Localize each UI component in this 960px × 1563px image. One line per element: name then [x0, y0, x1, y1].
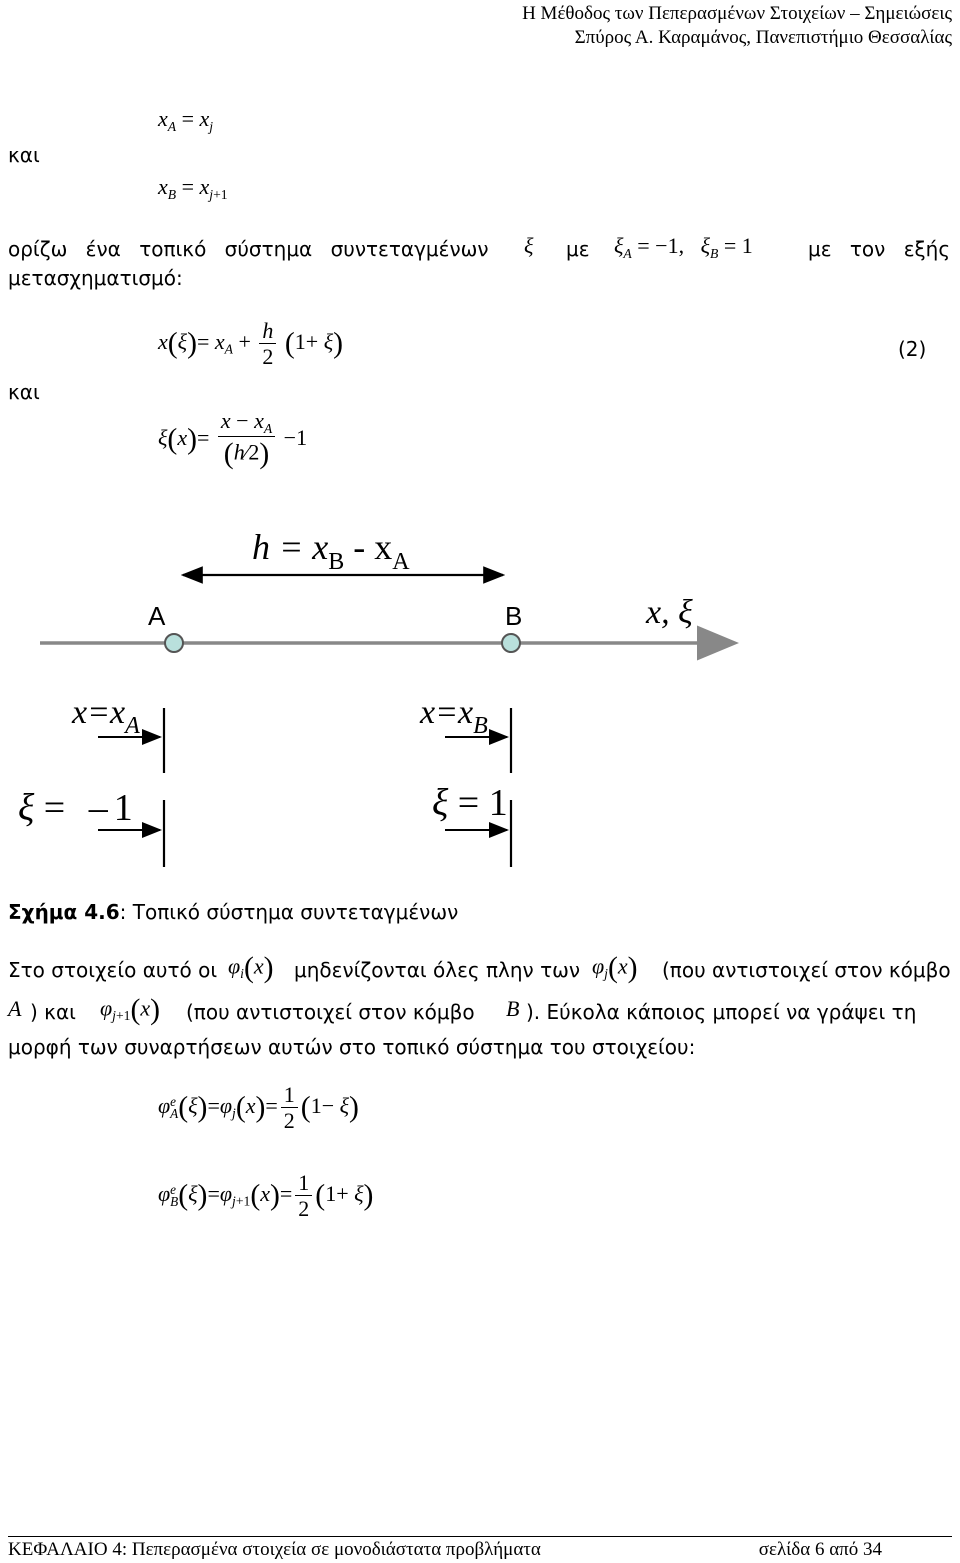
para2-text-f: ). Εύκολα κάποιος μπορεί να γράψει τη	[526, 1000, 917, 1024]
node-B-label: B	[505, 601, 523, 631]
header-line-1: Η Μέθοδος των Πεπερασμένων Στοιχείων – Σημειώσεις	[522, 3, 952, 24]
footer-rule	[8, 1536, 952, 1537]
para1-me-1: με	[566, 237, 590, 261]
node-A-circle	[165, 634, 183, 652]
caption-bold: Σχήμα 4.6	[8, 900, 120, 924]
node-A-label: A	[148, 601, 166, 631]
h-label-text: h = x	[252, 527, 329, 567]
xA-label-text: x=x	[72, 694, 126, 731]
axis-label: x, ξ	[646, 594, 693, 631]
xB-label-text: x=x	[420, 694, 474, 731]
equation-phiB: φ e B $(\xi)=\varphi_{j+1}(x)=$ $\frac{1}{2}$ (1+ ξ)	[158, 1170, 374, 1222]
equation-x-of-xi: $x(\xi)= x_A$ + $\frac{h}{2}$ (1+ ξ)	[158, 318, 344, 370]
equation-number: (2)	[898, 337, 927, 361]
equation-xB-xj1: $x_B = x_{j+1}$	[158, 174, 228, 202]
header-line-2: Σπύρος Α. Καραμάνος, Πανεπιστήμιο Θεσσαλίας	[574, 27, 952, 48]
symbol-phi-i: $\varphi_i(x)$	[228, 952, 274, 984]
para2-text-g: μορφή των συναρτήσεων αυτών στο τοπικό σύστημα του στοιχείου:	[8, 1035, 696, 1059]
para2-text-d: ) και	[30, 1000, 76, 1024]
h-label-sub-A: A	[392, 549, 410, 575]
symbol-phi-j1: $\varphi_{j+1}(x)$	[100, 994, 161, 1026]
equation-xi-of-x: ξ(x)= $\frac{x - x_A}{(h⁄2)}$ −1	[158, 408, 308, 471]
symbol-B: B	[506, 996, 520, 1021]
word-kai-1: και	[8, 143, 40, 167]
page-header	[522, 2, 952, 50]
xA-label-sub: A	[125, 713, 140, 739]
xB-label-sub: B	[473, 713, 488, 739]
equation-phiA: φ e A $(\xi)=\varphi_j(x)=$ $\frac{1}{2}$ (1− ξ)	[158, 1082, 359, 1134]
footer-chapter: ΚΕΦΑΛΑΙΟ 4: Πεπερασμένα στοιχεία σε μονοδιάστατα προβλήματα	[8, 1539, 541, 1560]
h-label	[252, 527, 410, 575]
local-coordinate-diagram	[0, 515, 960, 885]
symbol-xi: ξ	[524, 233, 534, 258]
para2-text-c: (που αντιστοιχεί στον κόμβο	[662, 958, 951, 982]
para1-text-a: ορίζω ένα τοπικό σύστημα συντεταγμένων	[8, 237, 489, 261]
footer-page-number: σελίδα 6 από 34	[758, 1539, 882, 1560]
xi-one-label: ξ = 1	[432, 782, 508, 824]
h-label-minus: - x	[344, 527, 393, 567]
word-kai-2: και	[8, 380, 40, 404]
caption-rest: : Τοπικό σύστημα συντεταγμένων	[119, 900, 459, 924]
para2-text-e: (που αντιστοιχεί στον κόμβο	[186, 1000, 475, 1024]
symbol-A: A	[8, 996, 22, 1021]
equation-xiA-xiB: $\xi_A = -1$, $\xi_B = 1$	[614, 233, 753, 261]
para1-text-b: μετασχηματισμό:	[8, 266, 183, 290]
para2-text-a: Στο στοιχείο αυτό οι	[8, 958, 218, 982]
xA-label	[71, 694, 140, 739]
paragraph-1-line-1	[8, 237, 489, 261]
node-B-circle	[502, 634, 520, 652]
xi-minus-one-label: ξ = – 1	[18, 787, 133, 829]
para1-me-2: με τον εξής	[808, 237, 951, 261]
xB-label	[419, 694, 488, 739]
h-label-sub-B: B	[328, 549, 345, 575]
para2-text-b: μηδενίζονται όλες πλην των	[294, 958, 581, 982]
symbol-phi-j: $\varphi_j(x)$	[592, 952, 638, 984]
equation-xA-xj: $x_A = x_j$	[158, 106, 214, 134]
figure-caption	[8, 900, 458, 924]
